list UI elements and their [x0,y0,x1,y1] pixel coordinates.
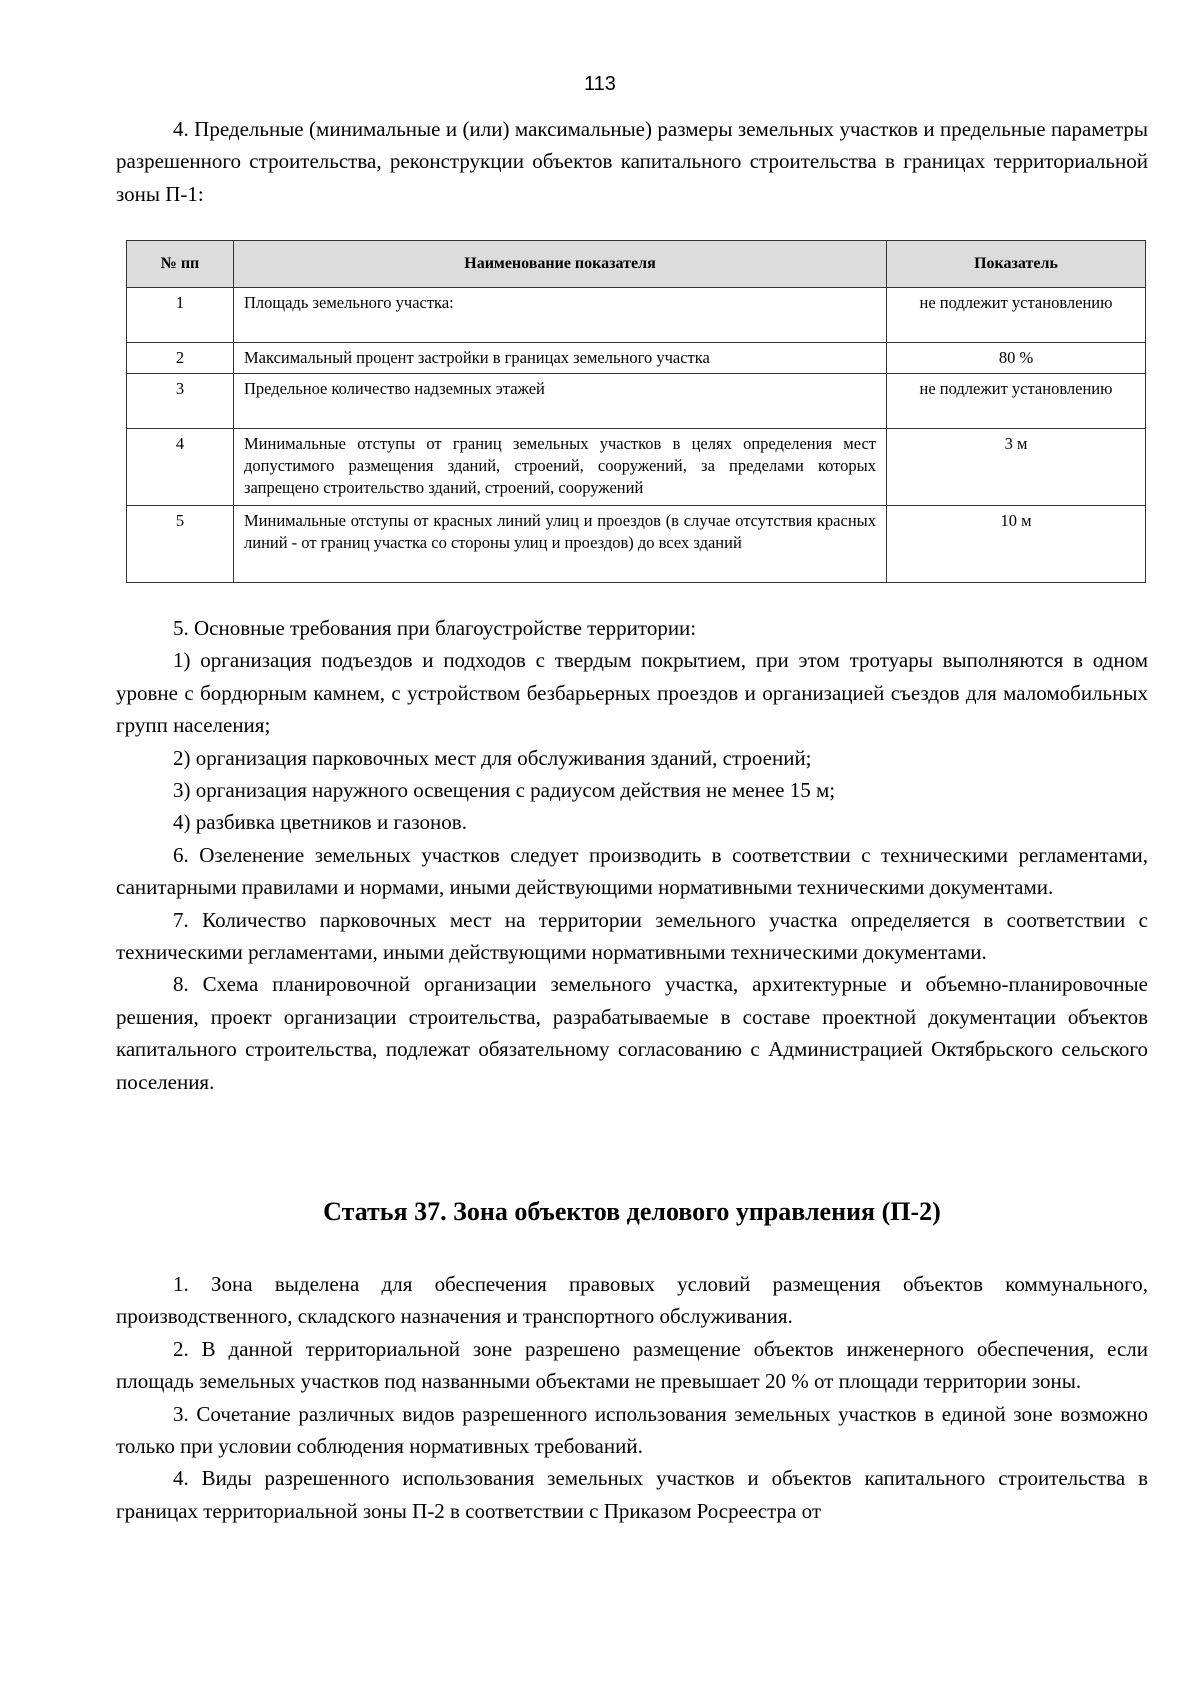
header-value: Показатель [887,241,1146,288]
paragraph: 1) организация подъездов и подходов с твердым покрытием, при этом тротуары выполняются в одном уровне с бордюрным камнем, с устройством безбарьерных проездов и организацией съездов для маломобильных групп населения; [116,648,1148,738]
row-value: 80 % [887,343,1146,374]
row-number: 1 [127,288,234,343]
header-number: № пп [127,241,234,288]
row-value: 10 м [887,506,1146,583]
page-number: 113 [584,73,616,95]
requirements-text [116,612,1148,1098]
paragraph: 1. Зона выделена для обеспечения правовых условий размещения объектов коммунального, производственного, складского назначения и транспортного обслуживания. [116,1272,1148,1329]
row-number: 3 [127,374,234,429]
row-number: 4 [127,429,234,506]
row-value: не подлежит установлению [887,288,1146,343]
paragraph: 4. Предельные (минимальные и (или) максимальные) размеры земельных участков и предельные параметры разрешенного строительства, реконструкции объектов капитального строительства в границах территориальной зоны П-1: [116,117,1148,206]
table-row [127,288,1146,343]
table-row [127,429,1146,506]
table-row [127,374,1146,429]
table-row [127,343,1146,374]
article-text [116,1268,1148,1527]
paragraph: 3. Сочетание различных видов разрешенного использования земельных участков в единой зоне возможно только при условии соблюдения нормативных требований. [116,1401,1148,1459]
paragraph: 8. Схема планировочной организации земельного участка, архитектурные и объемно-планировочные решения, проект организации строительства, разрабатываемые в составе проектной документации объектов капитального строительства, подлежат обязательному согласованию с Администрацией Октябрьского сельского поселения. [116,972,1148,1094]
row-value: 3 м [887,429,1146,506]
header-name: Наименование показателя [234,241,887,288]
article-heading: Статья 37. Зона объектов делового управления (П-2) [323,1197,941,1226]
paragraph: 4) разбивка цветников и газонов. [173,810,467,835]
row-number: 2 [127,343,234,374]
paragraph: 2. В данной территориальной зоне разрешено размещение объектов инженерного обеспечения, если площадь земельных участков под названными объектами не превышает 20 % от площади территории зоны. [116,1336,1148,1394]
paragraph: 5. Основные требования при благоустройстве территории: [173,616,697,640]
paragraph: 2) организация парковочных мест для обслуживания зданий, строений; [173,745,812,770]
intro-text [116,113,1148,210]
row-name: Предельное количество надземных этажей [234,374,887,429]
row-name: Площадь земельного участка: [234,288,887,343]
paragraph: 7. Количество парковочных мест на территории земельного участка определяется в соответствии с техническими регламентами, иными действующими нормативными техническими документами. [116,907,1148,965]
paragraph: 6. Озеленение земельных участков следует производить в соответствии с техническими регламентами, санитарными правилами и нормами, иными действующими нормативными техническими документами. [116,842,1148,900]
zone-parameters-table [126,240,1146,583]
table-row [127,506,1146,583]
paragraph: 4. Виды разрешенного использования земельных участков и объектов капитального строительства в границах территориальной зоны П-2 в соответствии с Приказом Росреестра от [116,1466,1148,1523]
row-name: Минимальные отступы от красных линий улиц и проездов (в случае отсутствия красных линий - от границ участка со стороны улиц и проездов) до всех зданий [234,506,887,583]
row-value: не подлежит установлению [887,374,1146,429]
row-name: Максимальный процент застройки в границах земельного участка [234,343,887,374]
paragraph: 3) организация наружного освещения с радиусом действия не менее 15 м; [173,778,836,803]
table-header-row [127,241,1146,288]
row-number: 5 [127,506,234,583]
row-name: Минимальные отступы от границ земельных участков в целях определения мест допустимого размещения зданий, строений, сооружений, за пределами которых запрещено строительство зданий, строений, сооружений [234,429,887,506]
